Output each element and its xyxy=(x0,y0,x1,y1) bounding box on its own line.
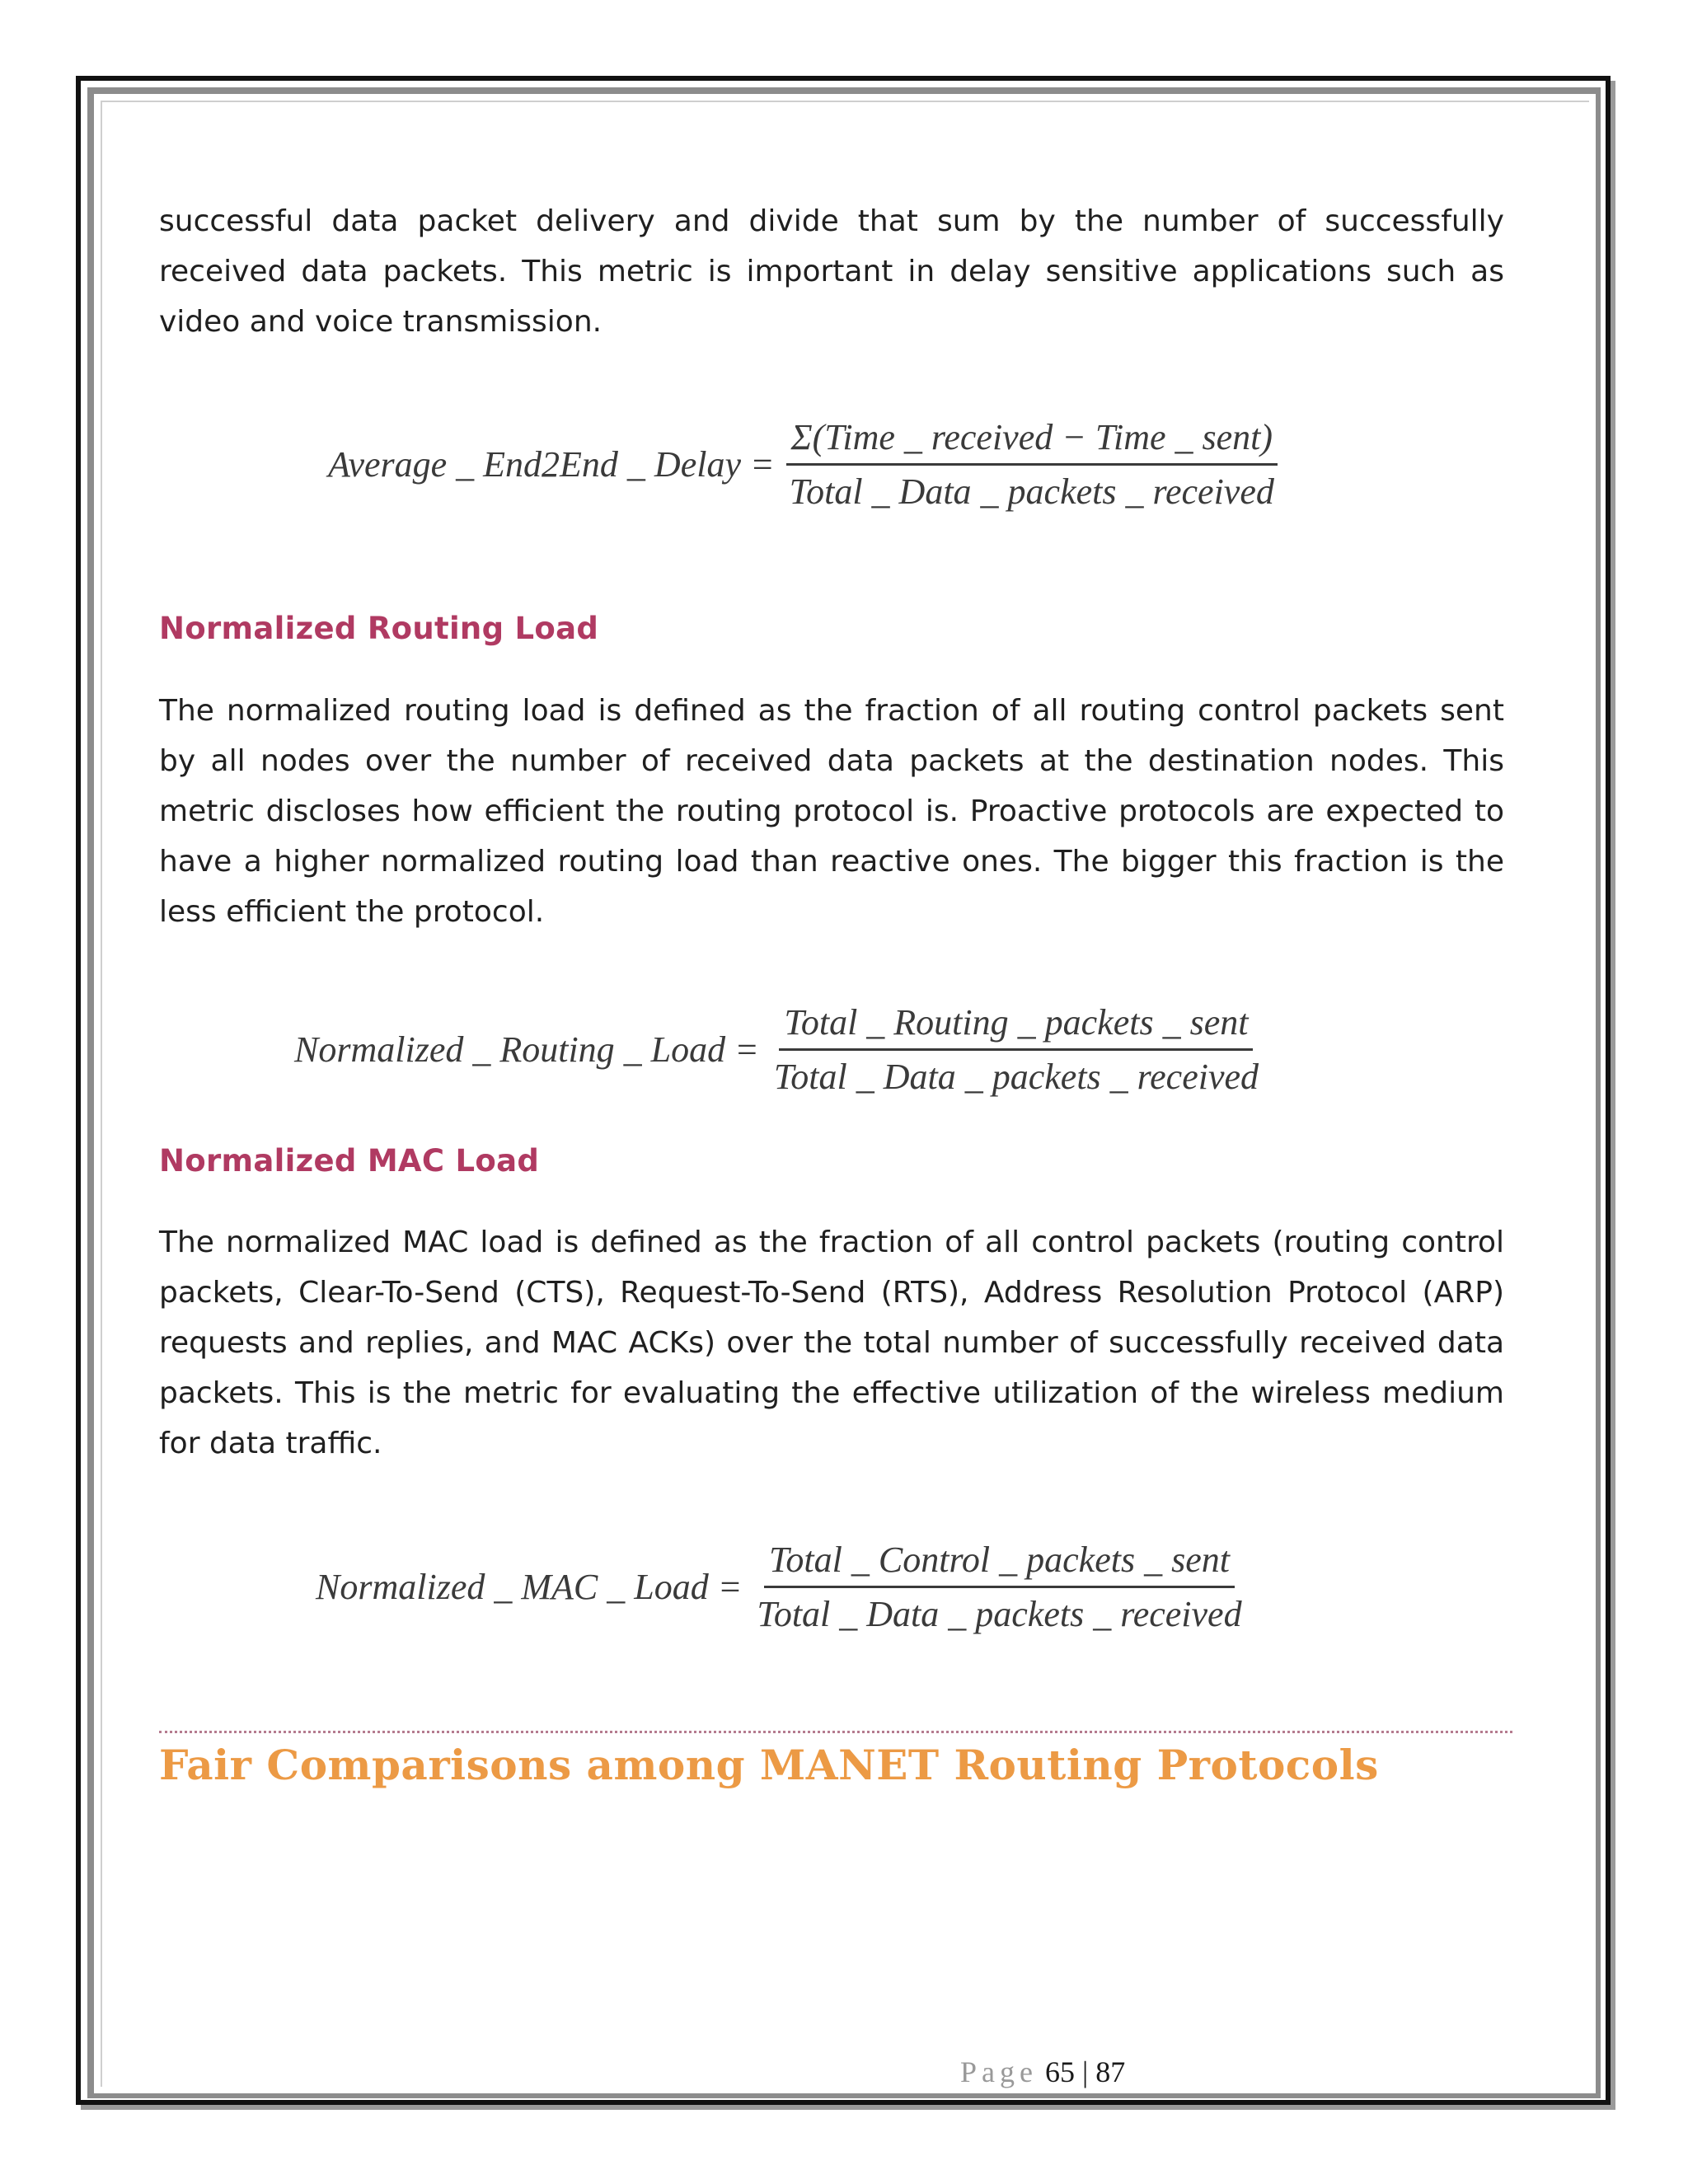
formula-denominator: Total _ Data _ packets _ received xyxy=(757,1594,1242,1634)
formula-lhs: Normalized _ Routing _ Load = xyxy=(294,1029,759,1070)
formula-numerator: Total _ Control _ packets _ sent xyxy=(764,1539,1235,1588)
section-divider xyxy=(159,1731,1512,1733)
formula-normalized-mac-load xyxy=(316,1539,1247,1635)
formula-denominator: Total _ Data _ packets _ received xyxy=(789,471,1274,512)
formula-normalized-routing-load xyxy=(294,1001,1264,1098)
formula-fraction xyxy=(785,416,1279,513)
footer-page-number: 65 | 87 xyxy=(1044,2055,1126,2088)
formula-denominator: Total _ Data _ packets _ received xyxy=(773,1057,1259,1097)
formula-fraction xyxy=(769,1001,1264,1098)
formula-fraction xyxy=(752,1539,1246,1635)
section-title: Fair Comparisons among MANET Routing Protocols xyxy=(159,1741,1379,1789)
formula-lhs: Average _ End2End _ Delay = xyxy=(328,444,775,485)
heading-normalized-routing-load: Normalized Routing Load xyxy=(159,611,599,646)
heading-normalized-mac-load: Normalized MAC Load xyxy=(159,1143,540,1179)
formula-numerator: Σ(Time _ received − Time _ sent) xyxy=(786,416,1278,466)
formula-end-to-end-delay xyxy=(328,416,1279,513)
formula-lhs: Normalized _ MAC _ Load = xyxy=(316,1567,743,1607)
formula-numerator: Total _ Routing _ packets _ sent xyxy=(779,1001,1253,1051)
paragraph-normalized-mac-load: The normalized MAC load is defined as the fraction of all control packets (routing control packets, Clear-To-Send (CTS), Request-To-Send (RTS), Address Resolution Protocol (ARP) requests and replies, and MAC ACKs) over the total number of successfully received data packets. This is the metric for evaluating the effective utilization of the wireless medium for data traffic. xyxy=(159,1226,1504,1460)
paragraph-normalized-routing-load: The normalized routing load is defined as the fraction of all routing control packets sent by all nodes over the number of received data packets at the destination nodes. This metric discloses how efficient the routing protocol is. Proactive protocols are expected to have a higher normalized routing load than reactive ones. The bigger this fraction is the less efficient the protocol. xyxy=(159,694,1504,929)
page-footer xyxy=(960,2055,1125,2089)
paragraph-end-to-end-delay: successful data packet delivery and divide that sum by the number of successfully received data packets. This metric is important in delay sensitive applications such as video and voice transmission. xyxy=(159,204,1504,339)
footer-page-word: Page xyxy=(960,2055,1038,2088)
